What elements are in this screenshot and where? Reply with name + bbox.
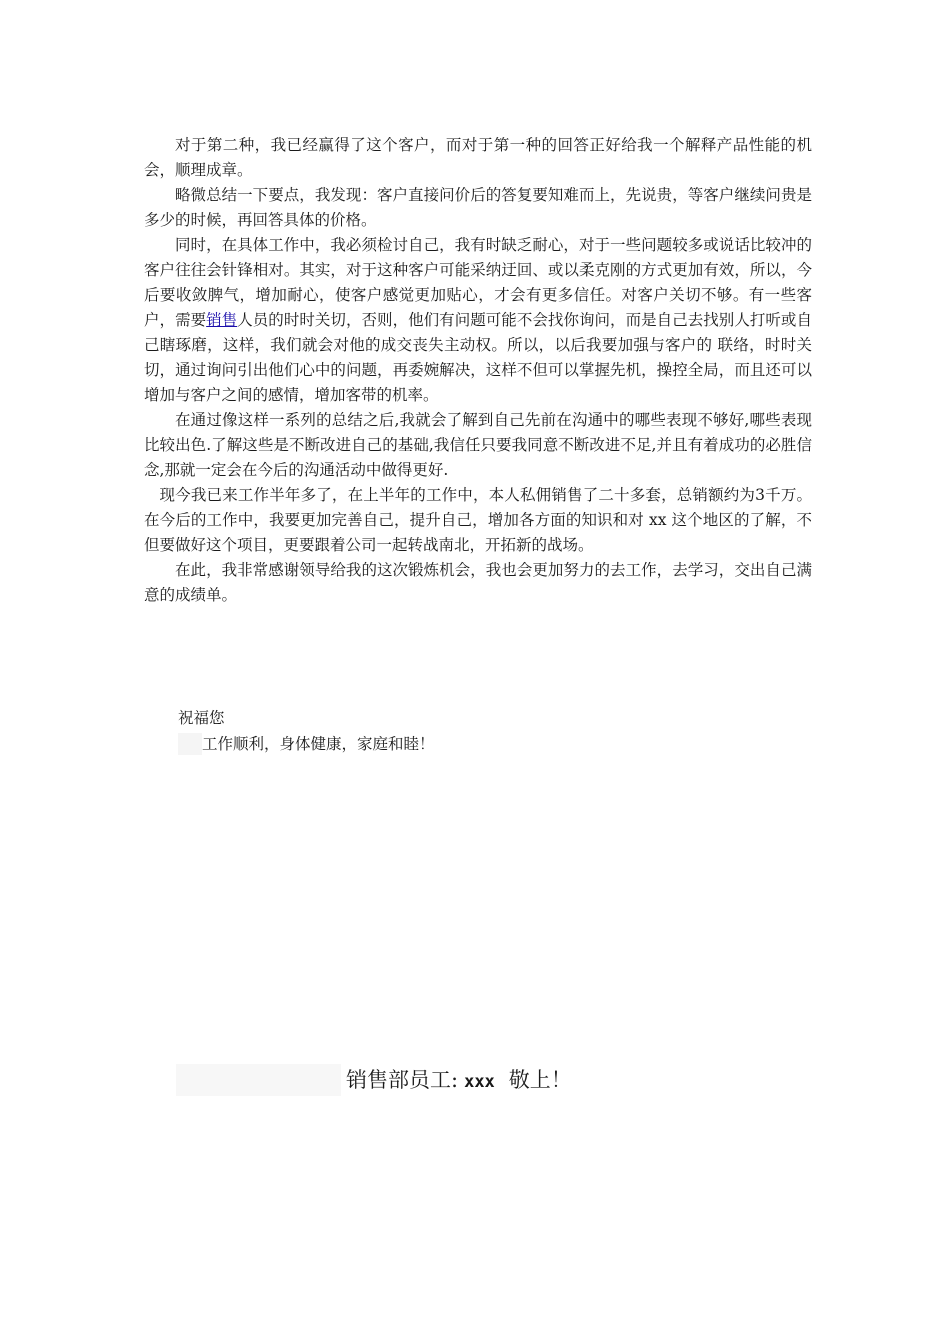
signature: [346, 1066, 572, 1096]
paragraph-6: 在此，我非常感谢领导给我的这次锻炼机会，我也会更加努力的去工作，去学习，交出自己满意的成绩单。: [144, 561, 812, 604]
closing-greeting: 祝福您: [178, 709, 225, 727]
signature-name: xxx: [464, 1072, 495, 1092]
document-body: [144, 133, 812, 608]
paragraph-3: [144, 233, 812, 408]
paragraph-5: 现今我已来工作半年多了，在上半年的工作中，本人私佣销售了二十多套，总销额约为3千万。在今后的工作中，我要更加完善自己，提升自己，增加各方面的知识和对 xx 这个地区的了解，不但要做好这个项目，更要跟着公司一起转战南北，开拓新的战场。: [144, 486, 812, 554]
paragraph-4: 在通过像这样一系列的总结之后,我就会了解到自己先前在沟通中的哪些表现不够好,哪些表现比较出色.了解这些是不断改进自己的基础,我信任只要我同意不断改进不足,并且有着成功的必胜信念,那就一定会在今后的沟通活动中做得更好.: [144, 411, 812, 479]
signature-block: [176, 1064, 586, 1096]
paragraph-3-text-b: 人员的时时关切，否则，他们有问题可能不会找你询问，而是自己去找别人打听或自己瞎琢磨，这样，我们就会对他的成交丧失主动权。所以，以后我要加强与客户的 联络，时时关切，通过询问引出他们心中的问题，再委婉解决，这样不但可以掌握先机，操控全局，而且还可以增加与客户之间的感情，增加客带的机率。: [144, 311, 812, 404]
signature-prefix: 销售部员工:: [346, 1068, 459, 1092]
paragraph-1: 对于第二种，我已经赢得了这个客户，而对于第一种的回答正好给我一个解释产品性能的机会，顺理成章。: [144, 136, 812, 179]
signature-suffix: 敬上！: [508, 1068, 572, 1092]
paragraph-3-text-a: 同时，在具体工作中，我必须检讨自己，我有时缺乏耐心，对于一些问题较多或说话比较冲的客户往往会针锋相对。其实，对于这种客户可能采纳迂回、或以柔克刚的方式更加有效，所以，今后要收敛脾气，增加耐心，使客户感觉更加贴心，才会有更多信任。对客户关切不够。有一些客户，需要: [144, 236, 812, 329]
closing-wishes: 工作顺利，身体健康，家庭和睦！: [178, 733, 458, 755]
paragraph-2: 略微总结一下要点，我发现：客户直接问价后的答复要知难而上，先说贵，等客户继续问贵是多少的时候，再回答具体的价格。: [144, 186, 812, 229]
sales-link[interactable]: 销售: [206, 311, 238, 329]
